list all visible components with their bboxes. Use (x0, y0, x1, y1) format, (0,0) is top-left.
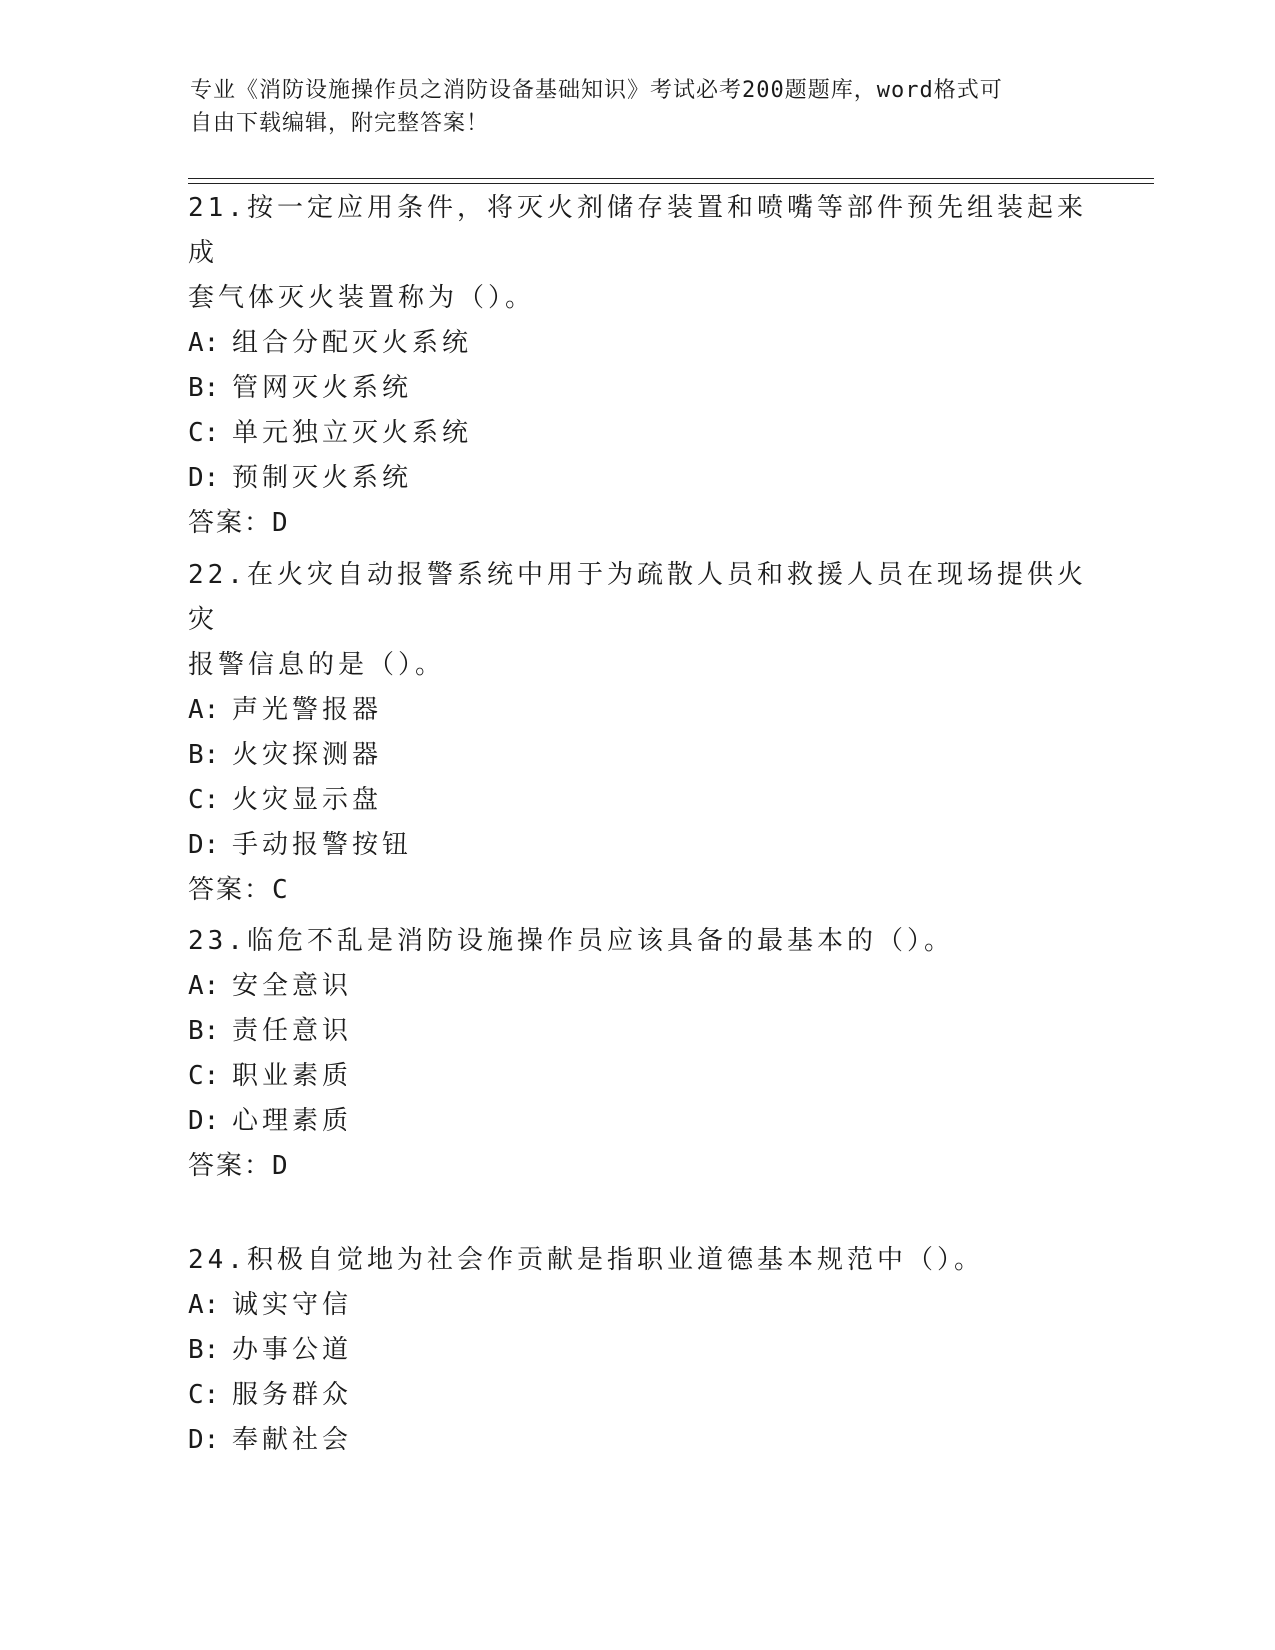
option-b (188, 1009, 1088, 1054)
option-b (188, 1328, 1088, 1373)
answer-line: 答案：D (188, 508, 290, 538)
question-stem-line: 24.积极自觉地为社会作贡献是指职业道德基本规范中（）。 (188, 1245, 984, 1275)
option-text: 办事公道 (232, 1335, 353, 1365)
option-text: 单元独立灭火系统 (232, 418, 473, 448)
question-stem-line: 22.在火灾自动报警系统中用于为疏散人员和救援人员在现场提供火灾 (188, 560, 1087, 635)
option-letter: B: (188, 740, 220, 770)
question-23 (188, 919, 1088, 1189)
question-stem-line: 报警信息的是（）。 (188, 650, 446, 680)
option-letter: C: (188, 1061, 220, 1091)
option-text: 声光警报器 (232, 695, 383, 725)
option-text: 安全意识 (232, 971, 353, 1001)
answer-line: 答案：C (188, 875, 290, 905)
header-divider-bottom (188, 183, 1154, 184)
option-text: 服务群众 (232, 1380, 353, 1410)
option-text: 责任意识 (232, 1016, 353, 1046)
option-text: 奉献社会 (232, 1425, 353, 1455)
question-24 (188, 1238, 1088, 1463)
option-letter: C: (188, 785, 220, 815)
option-b (188, 366, 1088, 411)
option-letter: C: (188, 418, 220, 448)
option-letter: A: (188, 695, 220, 725)
option-letter: D: (188, 830, 220, 860)
option-letter: B: (188, 1016, 220, 1046)
option-d (188, 823, 1088, 868)
option-a (188, 964, 1088, 1009)
option-c (188, 1373, 1088, 1418)
option-text: 手动报警按钮 (232, 830, 413, 860)
option-a (188, 321, 1088, 366)
option-letter: A: (188, 971, 220, 1001)
option-text: 诚实守信 (232, 1290, 353, 1320)
option-letter: D: (188, 1106, 220, 1136)
option-text: 火灾探测器 (232, 740, 383, 770)
question-21 (188, 186, 1088, 546)
option-text: 预制灭火系统 (232, 463, 413, 493)
header-line-2: 自由下载编辑，附完整答案！ (190, 111, 490, 136)
question-stem-line: 套气体灭火装置称为（）。 (188, 283, 536, 313)
option-c (188, 1054, 1088, 1099)
option-letter: A: (188, 1290, 220, 1320)
option-d (188, 1418, 1088, 1463)
option-letter: B: (188, 373, 220, 403)
option-letter: C: (188, 1380, 220, 1410)
option-text: 职业素质 (232, 1061, 353, 1091)
option-text: 管网灭火系统 (232, 373, 413, 403)
question-22 (188, 553, 1088, 913)
option-letter: D: (188, 463, 220, 493)
option-text: 火灾显示盘 (232, 785, 383, 815)
option-text: 组合分配灭火系统 (232, 328, 473, 358)
option-a (188, 688, 1088, 733)
header-divider-top (188, 178, 1154, 179)
option-letter: D: (188, 1425, 220, 1455)
document-header (190, 74, 1090, 140)
option-a (188, 1283, 1088, 1328)
option-b (188, 733, 1088, 778)
option-c (188, 778, 1088, 823)
header-line-1: 专业《消防设施操作员之消防设备基础知识》考试必考200题题库，word格式可 (190, 78, 1003, 103)
question-stem-line: 21.按一定应用条件，将灭火剂储存装置和喷嘴等部件预先组装起来成 (188, 193, 1087, 268)
option-d (188, 1099, 1088, 1144)
option-c (188, 411, 1088, 456)
option-text: 心理素质 (232, 1106, 353, 1136)
question-stem-line: 23.临危不乱是消防设施操作员应该具备的最基本的（）。 (188, 926, 954, 956)
option-letter: A: (188, 328, 220, 358)
option-d (188, 456, 1088, 501)
option-letter: B: (188, 1335, 220, 1365)
answer-line: 答案：D (188, 1151, 290, 1181)
